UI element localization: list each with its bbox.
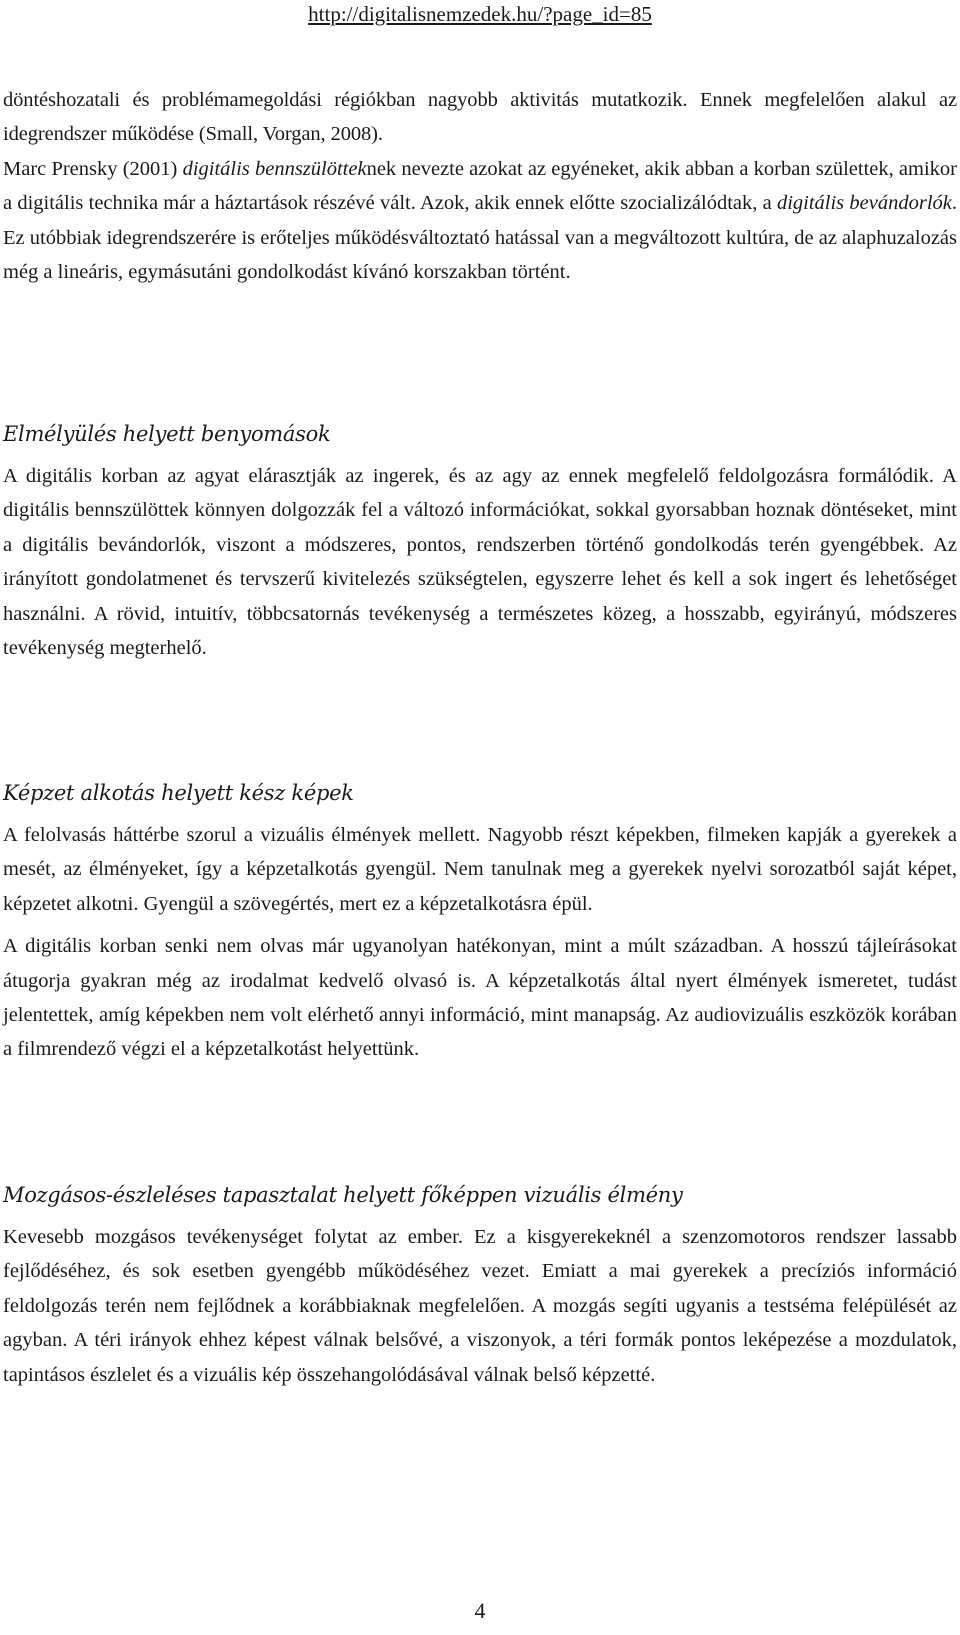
intro-paragraph-2 — [3, 152, 957, 290]
intro-block — [3, 83, 957, 289]
section-paragraph: Kevesebb mozgásos tevékenységet folytat az ember. Ez a kisgyerekeknél a szenzomotoros rendszer lassabb fejlődéséhez, és sok esetben gyengébb működéséhez vezet. Emiatt a mai gyerekek a precíziós információ feldolgozás terén nem fejlődnek a korábbiaknak megfelelően. A mozgás segíti ugyanis a testséma felépülését az agyban. A téri irányok ehhez képest válnak belsővé, a viszonyok, a téri formák pontos leképezése a mozdulatok, tapintásos észlelet és a vizuális kép összehangolódásával válnak belső képzetté. — [3, 1226, 957, 1386]
header-url-link[interactable]: http://digitalisnemzedek.hu/?page_id=85 — [308, 2, 652, 26]
section-heading: Mozgásos-észleléses tapasztalat helyett főképpen vizuális élmény — [3, 1183, 683, 1207]
section-1 — [3, 417, 957, 665]
intro-p2-italic-term-2: digitális bevándorlók — [776, 192, 952, 215]
section-2 — [3, 776, 957, 1067]
intro-p2-azok: Azok, akik ennek előtte szocializálódtak, a — [419, 192, 777, 215]
section-paragraph: A digitális korban az agyat elárasztják az ingerek, és az agy az ennek megfelelő feldolgozásra formálódik. A digitális bennszülöttek könnyen dolgozzák fel a változó információkat, sokkal gyorsabban hoznak döntéseket, mint a digitális bevándorlók, viszont a módszeres, pontos, rendszerben történő gondolkodás terén gyengébbek. Az irányított gondolatmenet és tervszerű kivitelezés szükségtelen, egyszerre lehet és kell a sok ingert és lehetőséget használni. A rövid, intuitív, többcsatornás tevékenység a természetes közeg, a hosszabb, egyirányú, módszeres tevékenység megterhelő. — [3, 465, 957, 660]
page-number: 4 — [474, 1598, 486, 1623]
section-paragraph: A digitális korban senki nem olvas már ugyanolyan hatékonyan, mint a múlt században. A hosszú tájleírásokat átugorja gyakran még az irodalmat kedvelő olvasó is. A képzetalkotás által nyert élmények ismeretet, tudást jelentettek, amíg képekben nem volt elérhető annyi információ, mint manapság. Az audiovizuális eszközök korában a filmrendező végzi el a képzetalkotást helyettünk. — [3, 935, 957, 1061]
section-heading: Elmélyülés helyett benyomások — [3, 422, 331, 446]
intro-p2-lead: Marc Prensky (2001) — [3, 157, 183, 180]
intro-p2-italic-term: digitális bennszülöttek — [182, 157, 367, 180]
section-3 — [3, 1178, 957, 1392]
intro-paragraph-1: döntéshozatali és problémamegoldási régiókban nagyobb aktivitás mutatkozik. Ennek megfelelően alakul az idegrendszer működése (Small, Vorgan, 2008). — [3, 89, 957, 146]
section-paragraph: A felolvasás háttérbe szorul a vizuális élmények mellett. Nagyobb részt képekben, filmeken kapják a gyerekek a mesét, az élményeket, így a képzetalkotás gyengül. Nem tanulnak meg a gyerekek nyelvi sorozatból saját képet, képzetet alkotni. Gyengül a szövegértés, mert ez a képzetalkotásra épül. — [3, 824, 957, 915]
intro-p2-after: nek nevezte azokat az egyéneket, akik abban a korban születtek, amikor a digitális technika már a háztartások részévé vált. — [3, 157, 958, 215]
section-heading: Képzet alkotás helyett kész képek — [3, 781, 354, 805]
intro-p2-rest: . Ez utóbbiak idegrendszerére is erőteljes működésváltoztató hatással van a megváltozott kultúra, de az alaphuzalozás még a lineáris, egymásutáni gondolkodást kívánó korszakban történt. — [3, 192, 958, 284]
